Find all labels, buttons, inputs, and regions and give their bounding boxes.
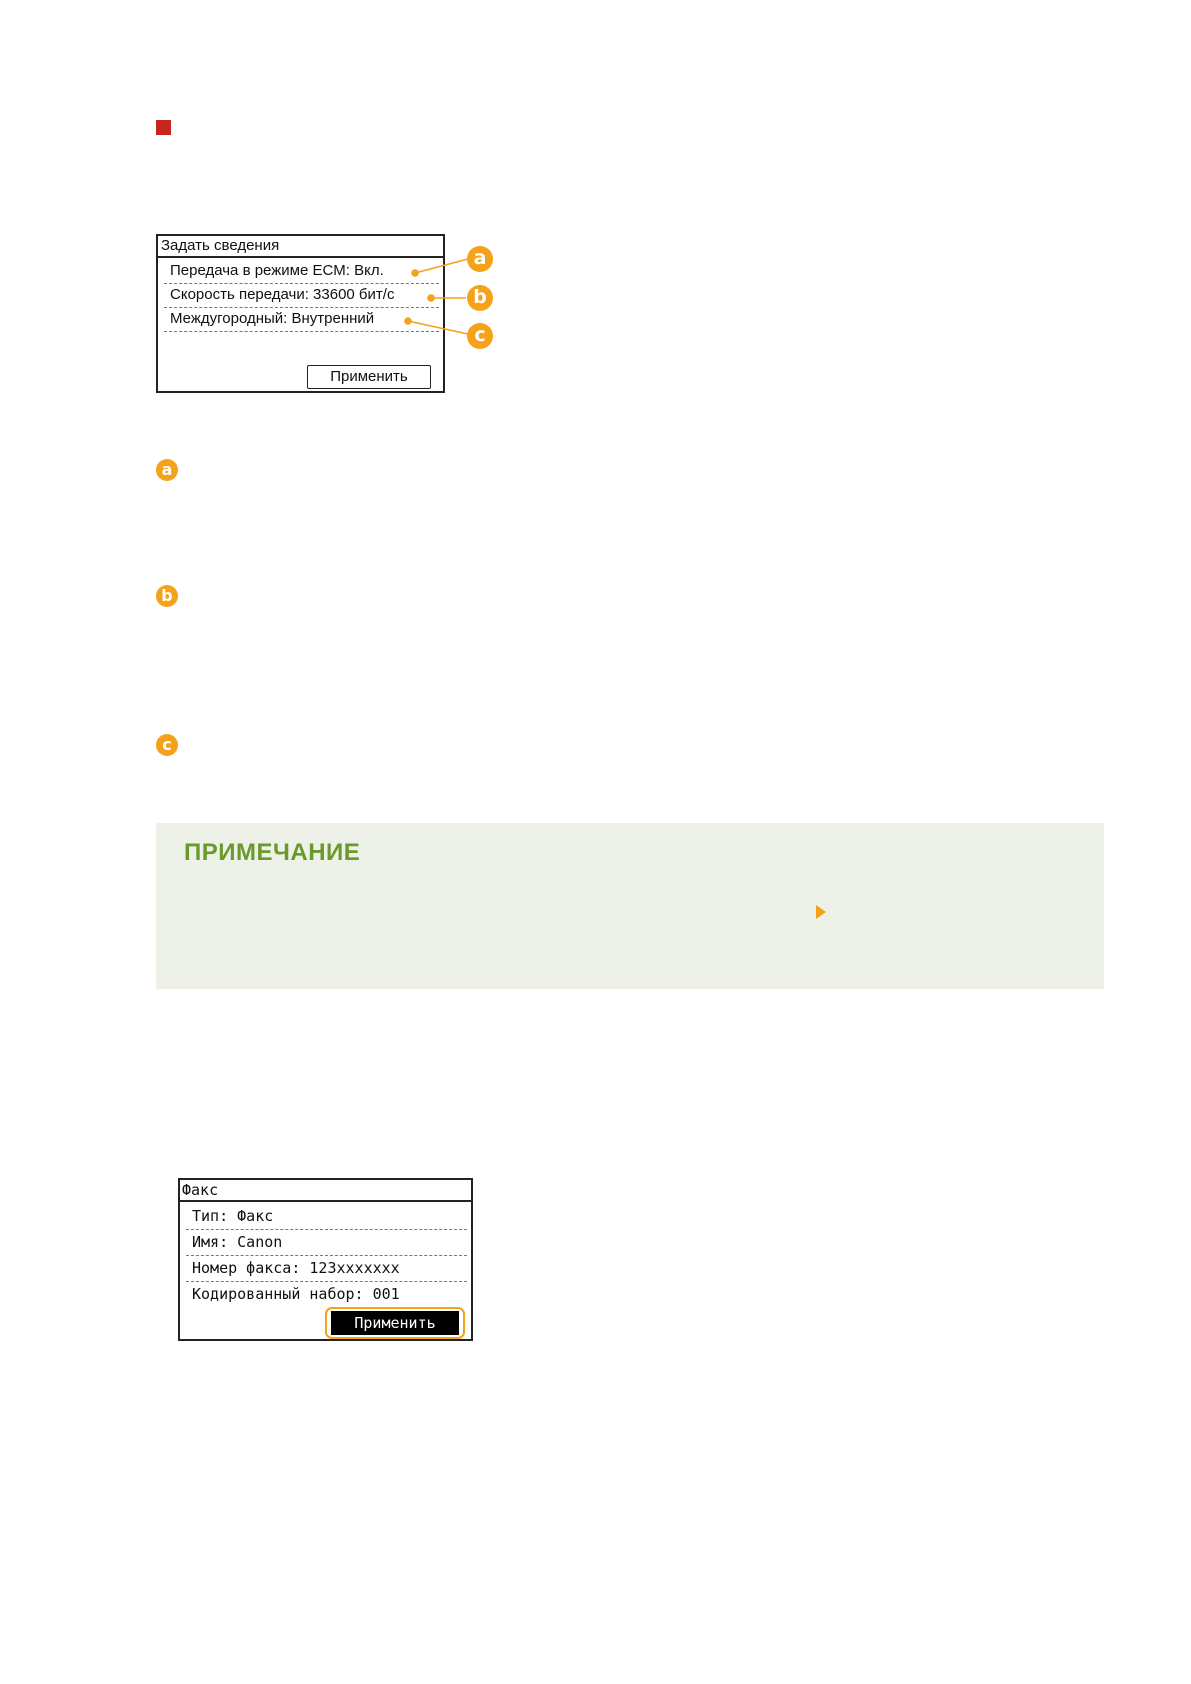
screen-title: Задать сведения — [158, 236, 443, 258]
legend-a-icon: a — [156, 459, 178, 481]
apply-button[interactable]: Применить — [331, 1311, 459, 1335]
callout-a-icon: a — [467, 246, 493, 272]
ecm-transmission-item[interactable]: Передача в режиме ECM: Вкл. — [164, 260, 439, 284]
screen-title: Факс — [180, 1180, 471, 1202]
note-title: ПРИМЕЧАНИЕ — [184, 839, 361, 866]
coded-dial-item[interactable]: Кодированный набор: 001 — [192, 1285, 400, 1303]
fax-screen — [178, 1178, 473, 1341]
detail-settings-screen — [156, 234, 445, 393]
name-item[interactable]: Имя: Canon — [186, 1230, 467, 1256]
callout-c-icon: c — [467, 323, 493, 349]
apply-button[interactable]: Применить — [307, 365, 431, 389]
callout-b-icon: b — [467, 285, 493, 311]
play-arrow-icon[interactable] — [816, 905, 826, 919]
type-item[interactable]: Тип: Факс — [186, 1204, 467, 1230]
section-marker-icon — [156, 120, 171, 135]
legend-c-icon: c — [156, 734, 178, 756]
fax-number-item[interactable]: Номер факса: 123xxxxxxx — [186, 1256, 467, 1282]
legend-b-icon: b — [156, 585, 178, 607]
transmission-speed-item[interactable]: Скорость передачи: 33600 бит/с — [164, 284, 439, 308]
note-box — [156, 823, 1104, 989]
long-distance-item[interactable]: Междугородный: Внутренний — [164, 308, 439, 332]
